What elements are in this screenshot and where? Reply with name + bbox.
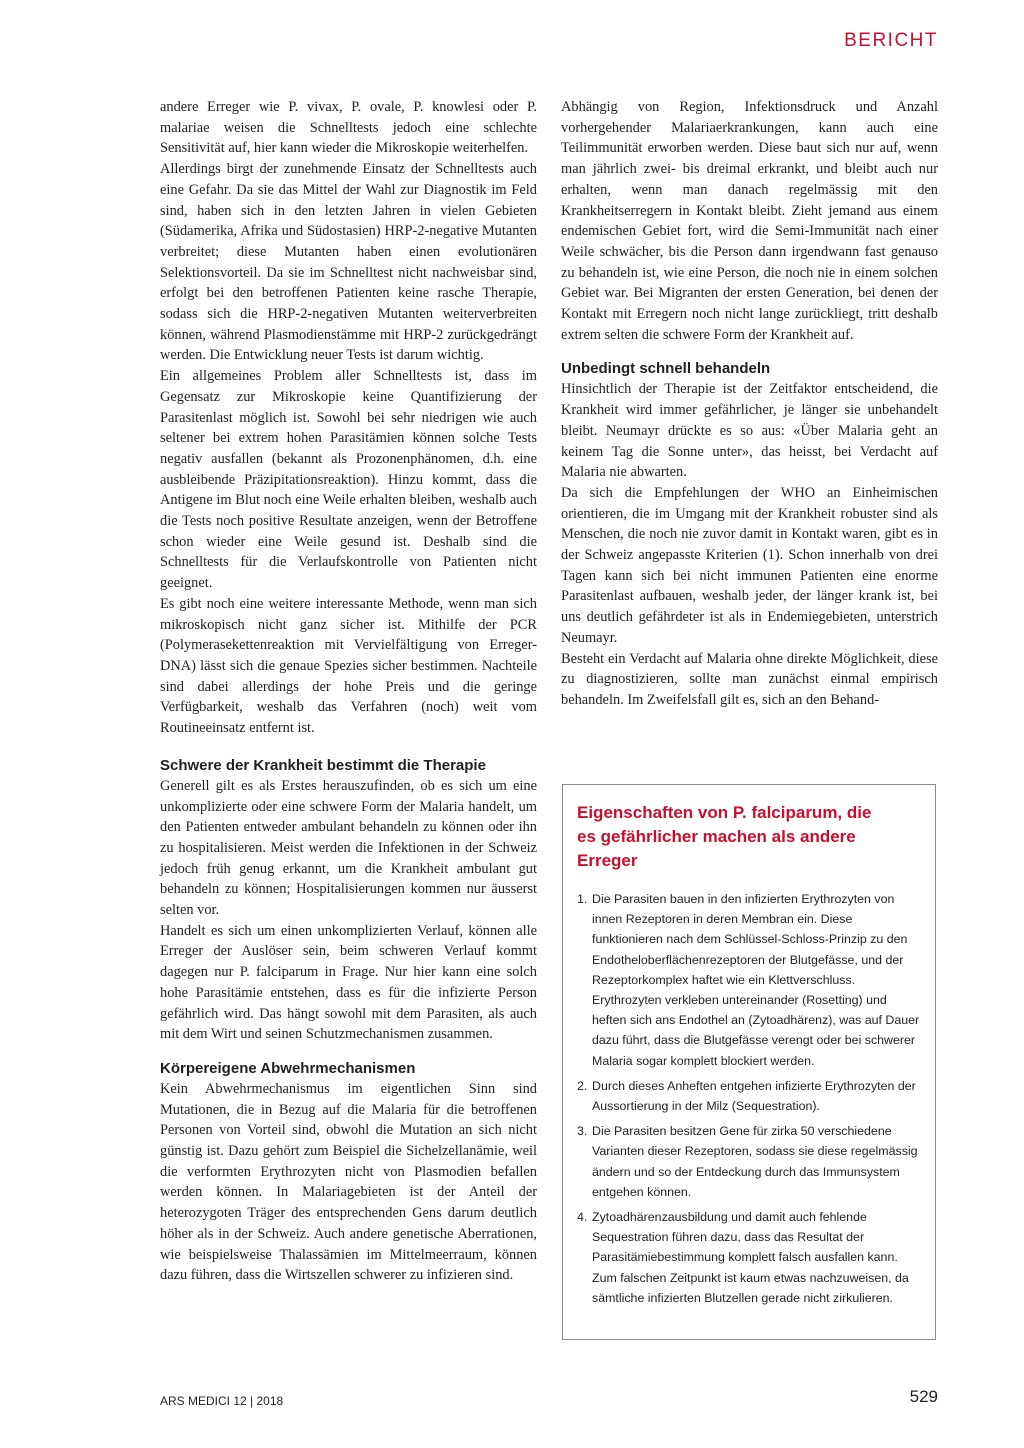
subheading: Schwere der Krankheit bestimmt die Therapie: [160, 756, 486, 774]
body-paragraph: Hinsichtlich der Therapie ist der Zeitfaktor entscheidend, die Krankheit wird immer gefährlicher, je länger sie unbehandelt bleibt. Neumayr drückte es so aus: «Über Malaria geht an keinem Tag die Sonne unter», das heisst, bei Verdacht auf Malaria nie abwarten.: [561, 381, 938, 481]
body-paragraph: andere Erreger wie P. vivax, P. ovale, P. knowlesi oder P. malariae weisen die Schnelltests jedoch eine schlechte Sensitivität auf, hier kann wieder die Mikroskopie weiterhelfen.: [160, 99, 537, 157]
left-column: [160, 97, 537, 1286]
info-box: [562, 784, 936, 1340]
list-item: [577, 1121, 921, 1202]
list-text: Zytoadhärenzausbildung und damit auch fehlende Sequestration führen dazu, dass das Resultat der Parasitämiebestimmung komplett falsch ausfallen kann. Zum falschen Zeitpunkt ist kaum etwas nachzuweisen, da sämtliche infizierten Blutzellen gerade nicht zirkulieren.: [592, 1210, 909, 1305]
body-paragraph: Handelt es sich um einen unkomplizierten Verlauf, können alle Erreger der Auslöser sein, beim schweren Verlauf kommt dagegen nur P. falciparum in Frage. Nur hier kann eine solch hohe Parasitämie entstehen, dass es für die infizierte Person gefährlich wird. Das hängt sowohl mit dem Parasiten, als auch mit dem Wirt und seinen Schutzmechanismen zusammen.: [160, 922, 537, 1043]
list-number: 1.: [577, 892, 588, 906]
list-text: Die Parasiten bauen in den infizierten Erythrozyten von innen Rezeptoren in deren Membran ein. Diese funktionieren nach dem Schlüssel-Schloss-Prinzip zu den Endotheloberflächenrezeptoren der Blutgefässe, und der Rezeptorkomplex haftet wie ein Klettverschluss. Erythrozyten verkleben untereinander (Rosetting) und heften sich ans Endothel an (Zytoadhärenz), was auf Dauer dazu führt, dass die Blutgefässe verengt oder bei schwerer Malaria sogar komplett blockiert werden.: [592, 892, 920, 1068]
body-paragraph: Ein allgemeines Problem aller Schnelltests ist, dass im Gegensatz zur Mikroskopie keine Quantifizierung der Parasitenlast möglich ist. Sowohl bei sehr niedrigen wie auch seltener bei extrem hohen Parasitämien können solche Tests negativ ausfallen (bekannt als Prozonenphänomen, d.h. eine ausbleibende Präzipitationsreaktion). Hinzu kommt, dass die Antigene im Blut noch eine Weile erhalten bleiben, weshalb auch die Tests noch positive Resultate anzeigen, wenn der Betroffene schon wieder eine Weile gesund ist. Deshalb sind die Schnelltests für die Verlaufskontrolle von Patienten nicht geeignet.: [160, 368, 537, 592]
body-paragraph: Allerdings birgt der zunehmende Einsatz der Schnelltests auch eine Gefahr. Da sie das Mittel der Wahl zur Diagnostik im Feld sind, haben sich in den letzten Jahren in vielen Gebieten (Südamerika, Afrika und Südostasien) HRP-2-negative Mutanten verbreitet; diese Mutanten haben einen evolutionären Selektionsvorteil. Da sie im Schnelltest nicht nachweisbar sind, erfolgt bei den betroffenen Patienten keine rasche Therapie, sodass sich die HRP-2-negativen Mutanten weiterverbreiten können, während Plasmodienstämme mit HRP-2 zurückgedrängt werden. Die Entwicklung neuer Tests ist darum wichtig.: [160, 161, 537, 364]
body-paragraph: Da sich die Empfehlungen der WHO an Einheimischen orientieren, die im Umgang mit der Krankheit robuster sind als Menschen, die noch nie zuvor damit in Kontakt waren, gibt es in der Schweiz angepasste Kriterien (1). Schon innerhalb von drei Tagen kann sich bei nicht immunen Patienten eine enorme Parasitenlast aufbauen, weshalb jeder, der länger krank ist, bei uns deutlich gefährdeter ist als in Endemiegebieten, unterstrich Neumayr.: [561, 484, 938, 646]
list-number: 4.: [577, 1210, 588, 1225]
info-box-title: Eigenschaften von P. falciparum, die es gefährlicher machen als andere Erreger: [577, 803, 872, 870]
right-column: [561, 97, 938, 711]
list-item: [577, 1076, 921, 1116]
subheading: Unbedingt schnell behandeln: [561, 360, 771, 378]
body-paragraph: Abhängig von Region, Infektionsdruck und Anzahl vorhergehender Malariaerkrankungen, kann auch eine Teilimmunität erworben werden. Diese baut sich nur auf, wenn man jährlich zwei- bis dreimal erkrankt, und bleibt auch nur erhalten, wenn man danach regelmässig mit den Krankheitserregern in Kontakt bleibt. Zieht jemand aus einem endemischen Gebiet fort, wird die Semi-Immunität nach einer Weile schwächer, bis die Person dann irgendwann fast genauso zu behandeln ist, wie eine Person, die noch nie in einem solchen Gebiet war. Bei Migranten der ersten Generation, bei denen der Kontakt mit Erregern noch nicht lange zurückliegt, tritt deshalb extrem selten die schwere Form der Krankheit auf.: [561, 99, 938, 343]
body-paragraph: Generell gilt es als Erstes herauszufinden, ob es sich um eine unkomplizierte oder eine schwere Form der Malaria handelt, um den Patienten entweder ambulant behandeln zu können oder ihn zu hospitalisieren. Meist werden die Infektionen in der Schweiz jedoch früh genug erkannt, um die Krankheit ambulant gut behandeln zu können; Hospitalisierungen kommen nur äusserst selten vor.: [160, 777, 537, 919]
list-text: Die Parasiten besitzen Gene für zirka 50 verschiedene Varianten dieser Rezeptoren, sodass sie diese regelmässig ändern und so der Entdeckung durch das Immunsystem entgehen können.: [592, 1124, 918, 1199]
list-number: 3.: [577, 1124, 588, 1139]
list-number: 2.: [577, 1078, 588, 1093]
list-item: [577, 889, 921, 1071]
body-paragraph: Es gibt noch eine weitere interessante Methode, wenn man sich mikroskopisch nicht ganz sicher ist. Mithilfe der PCR (Polymerasekettenreaktion mit Vervielfältigung von Erreger-DNA) lässt sich die genaue Spezies sicher bestimmen. Nachteile sind dabei allerdings der hohe Preis und die geringe Verfügbarkeit, weshalb das Verfahren (noch) weit vom Routineeinsatz entfernt ist.: [160, 595, 537, 737]
list-item: [577, 1207, 921, 1308]
section-label: BERICHT: [844, 30, 938, 51]
body-paragraph: Kein Abwehrmechanismus im eigentlichen Sinn sind Mutationen, die in Bezug auf die Malaria für die betroffenen Personen von Vorteil sind, obwohl die Mutation an sich nicht günstig ist. Dazu gehört zum Beispiel die Sichelzellanämie, weil die verformten Erythrozyten nicht von Plasmodien befallen werden können. In Malariagebieten ist der Anteil der heterozygoten Träger des entsprechenden Gens darum deutlich höher als in der Schweiz. Auch andere genetische Aberrationen, wie beispielsweise Thalassämien im Mittelmeerraum, können dazu führen, dass die Wirtszellen schwerer zu infizieren sind.: [160, 1080, 537, 1284]
info-box-list: [577, 889, 921, 1308]
page-number: 529: [909, 1387, 938, 1406]
subheading: Körpereigene Abwehrmechanismen: [160, 1059, 416, 1077]
list-text: Durch dieses Anheften entgehen infizierte Erythrozyten der Aussortierung in der Milz (Sequestration).: [592, 1078, 916, 1114]
journal-footer: ARS MEDICI 12 | 2018: [160, 1394, 284, 1408]
body-paragraph: Besteht ein Verdacht auf Malaria ohne direkte Möglichkeit, diese zu diagnostizieren, sollte man zunächst einmal empirisch behandeln. Im Zweifelsfall gilt es, sich an den Behand-: [561, 650, 938, 708]
